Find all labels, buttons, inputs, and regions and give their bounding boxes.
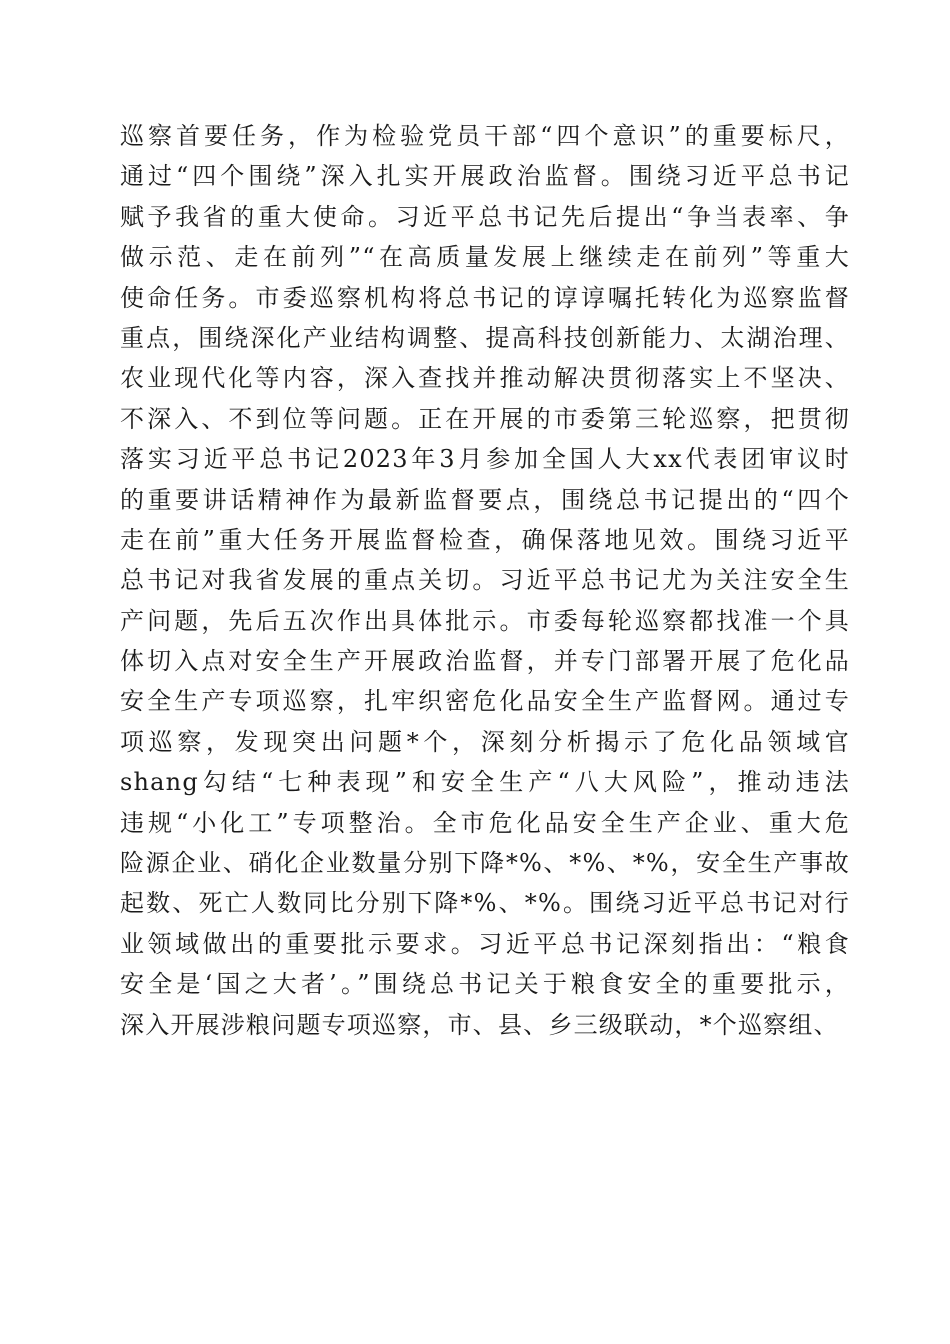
- text-line: 通过“四个围绕”深入扎实开展政治监督。围绕习近平总书记: [120, 162, 850, 191]
- text-line: 巡察首要任务，作为检验党员干部“四个意识”的重要标尺，: [120, 122, 850, 150]
- body-paragraph: [120, 116, 850, 1045]
- text-line: 走在前”重大任务开展监督检查，确保落地见效。围绕习近平: [120, 525, 850, 554]
- text-line: 农业现代化等内容，深入查找并推动解决贯彻落实上不坚决、: [120, 364, 850, 393]
- text-line: 赋予我省的重大使命。习近平总书记先后提出“争当表率、争: [120, 202, 850, 231]
- text-line: 不深入、不到位等问题。正在开展的市委第三轮巡察，把贯彻: [120, 404, 850, 433]
- text-line: 产问题，先后五次作出具体批示。市委每轮巡察都找准一个具: [120, 606, 850, 635]
- text-line: 业领域做出的重要批示要求。习近平总书记深刻指出：“粮食: [120, 929, 850, 958]
- text-line: 做示范、走在前列”“在高质量发展上继续走在前列”等重大: [120, 243, 850, 272]
- text-line: 使命任务。市委巡察机构将总书记的谆谆嘱托转化为巡察监督: [120, 283, 850, 312]
- text-line: 起数、死亡人数同比分别下降*%、*%。围绕习近平总书记对行: [120, 889, 850, 918]
- text-line: 安全生产专项巡察，扎牢织密危化品安全生产监督网。通过专: [120, 687, 850, 716]
- text-line: 的重要讲话精神作为最新监督要点，围绕总书记提出的“四个: [120, 485, 850, 514]
- text-line: 体切入点对安全生产开展政治监督，并专门部署开展了危化品: [120, 647, 850, 676]
- text-line: 深入开展涉粮问题专项巡察，市、县、乡三级联动，*个巡察组、: [120, 1010, 839, 1039]
- text-line: shang勾结“七种表现”和安全生产“八大风险”，推动违法: [120, 768, 850, 797]
- text-line: 总书记对我省发展的重点关切。习近平总书记尤为关注安全生: [120, 566, 850, 595]
- text-line: 落实习近平总书记2023年3月参加全国人大xx代表团审议时: [120, 445, 850, 474]
- text-line: 险源企业、硝化企业数量分别下降*%、*%、*%，安全生产事故: [120, 849, 850, 878]
- text-line: 项巡察，发现突出问题*个，深刻分析揭示了危化品领域官: [120, 727, 850, 756]
- text-line: 安全是‘国之大者’。”围绕总书记关于粮食安全的重要批示，: [120, 970, 850, 999]
- text-line: 重点，围绕深化产业结构调整、提高科技创新能力、太湖治理、: [120, 323, 850, 352]
- text-line: 违规“小化工”专项整治。全市危化品安全生产企业、重大危: [120, 808, 850, 837]
